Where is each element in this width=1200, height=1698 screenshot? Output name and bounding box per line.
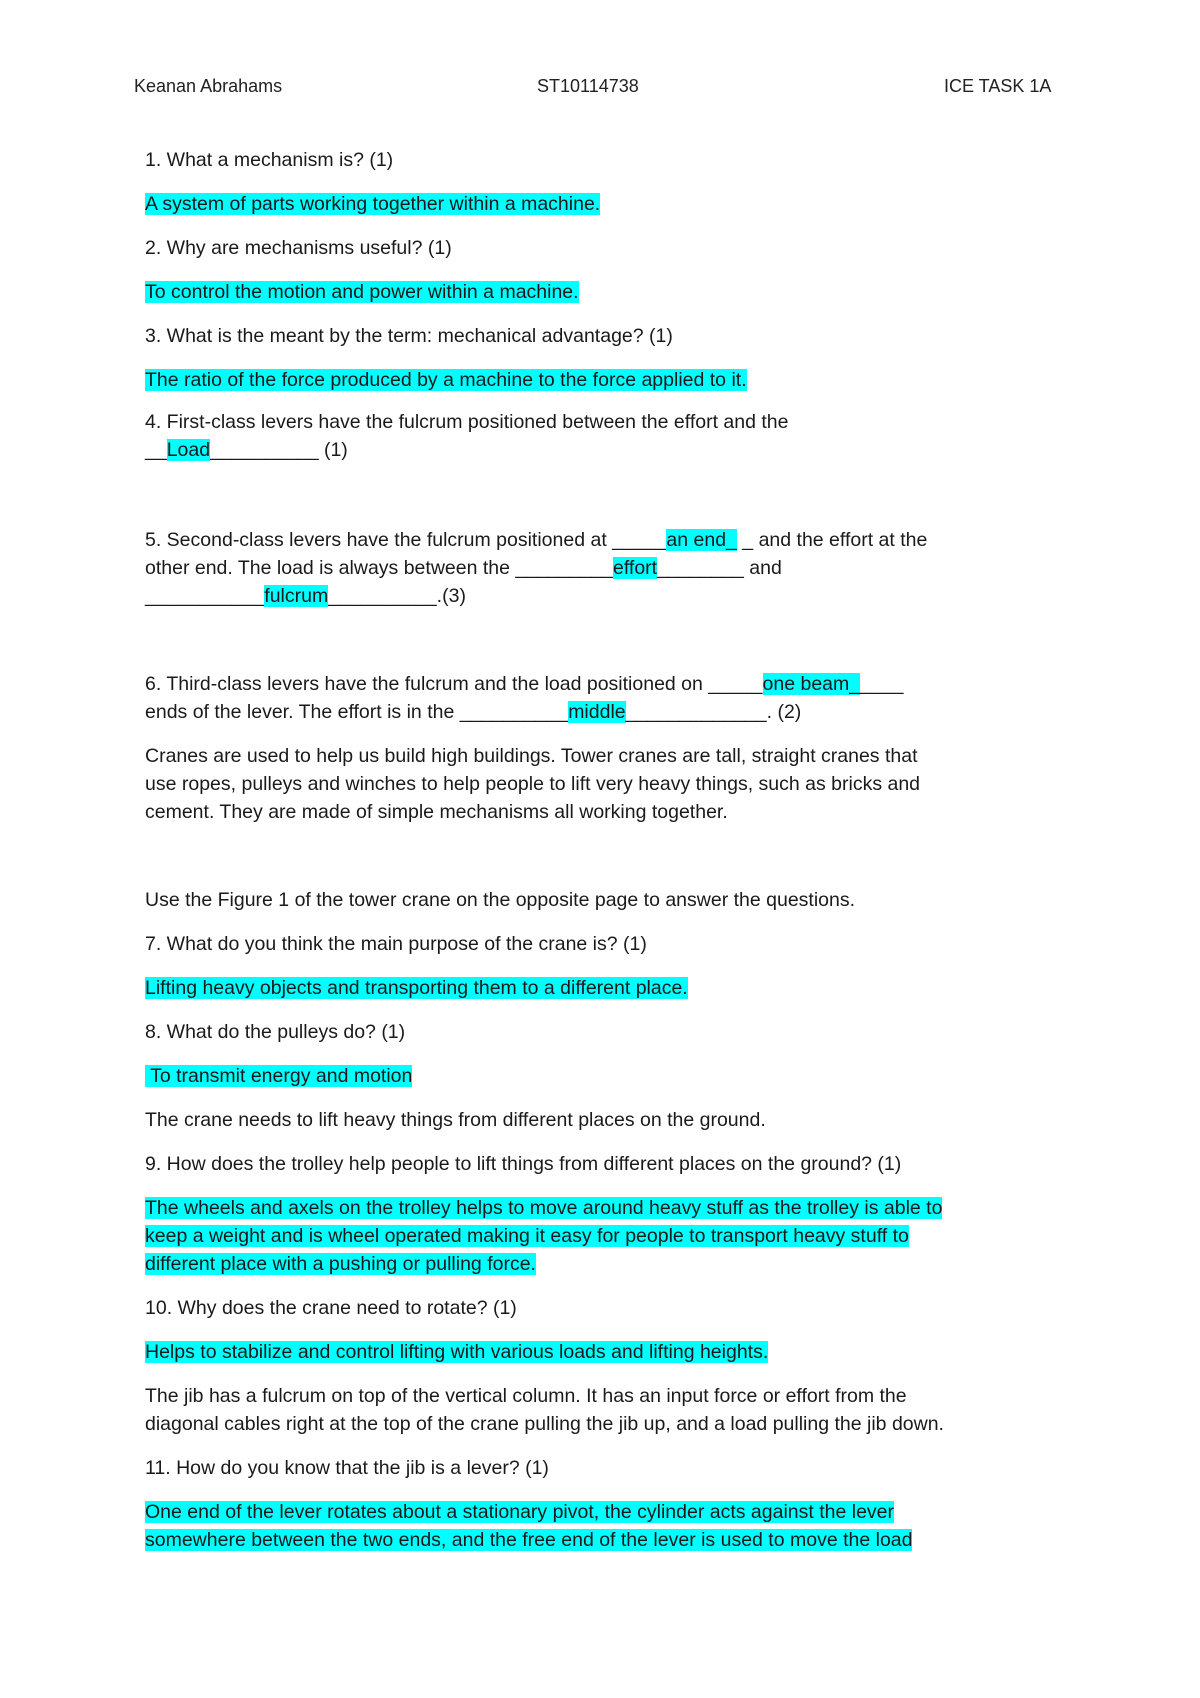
crane-lift-note: The crane needs to lift heavy things from different places on the ground. [145, 1109, 766, 1131]
answer-3 [145, 366, 747, 394]
question-10: 10. Why does the crane need to rotate? (1) [145, 1297, 517, 1319]
q6-l1-pre: 6. Third-class levers have the fulcrum and the load positioned on _____ [145, 673, 763, 695]
question-6-line-1 [145, 670, 904, 698]
question-8: 8. What do the pulleys do? (1) [145, 1021, 406, 1043]
question-3: 3. What is the meant by the term: mechanical advantage? (1) [145, 325, 673, 347]
answer-9-line [145, 1250, 536, 1278]
answer-11-highlight: One end of the lever rotates about a stationary pivot, the cylinder acts against the lever [145, 1501, 895, 1523]
answer-11-highlight: somewhere between the two ends, and the free end of the lever is used to move the load [145, 1529, 913, 1551]
cranes-paragraph-line: use ropes, pulleys and winches to help people to lift very heavy things, such as bricks and [145, 773, 921, 795]
answer-11-line [145, 1526, 912, 1554]
q5-blank-1: an end_ [666, 529, 737, 551]
q5-blank-3: fulcrum [264, 585, 329, 607]
question-7: 7. What do you think the main purpose of the crane is? (1) [145, 933, 647, 955]
q4-post: __________ (1) [210, 439, 348, 461]
answer-1 [145, 190, 600, 218]
q5-l3-pre: ___________ [145, 585, 265, 607]
answer-2-highlight: To control the motion and power within a machine. [145, 281, 579, 303]
q6-l1-post: ____ [860, 673, 904, 695]
cranes-paragraph-line: cement. They are made of simple mechanisms all working together. [145, 801, 728, 823]
header-name: Keanan Abrahams [134, 76, 283, 96]
answer-9-line [145, 1194, 942, 1222]
question-4-line-1: 4. First-class levers have the fulcrum positioned between the effort and the [145, 411, 789, 433]
q5-l1-pre: 5. Second-class levers have the fulcrum positioned at _____ [145, 529, 667, 551]
answer-11-line [145, 1498, 894, 1526]
question-9: 9. How does the trolley help people to lift things from different places on the ground? (1) [145, 1153, 902, 1175]
q4-pre: __ [145, 439, 167, 461]
question-5-line-2 [145, 554, 782, 582]
answer-3-highlight: The ratio of the force produced by a machine to the force applied to it. [145, 369, 747, 391]
answer-7 [145, 974, 688, 1002]
question-6-line-2 [145, 698, 801, 726]
answer-7-highlight: Lifting heavy objects and transporting them to a different place. [145, 977, 688, 999]
q6-blank-1: one beam_ [762, 673, 861, 695]
answer-8 [145, 1062, 412, 1090]
jib-paragraph-line: The jib has a fulcrum on top of the vertical column. It has an input force or effort from the [145, 1385, 907, 1407]
answer-10-highlight: Helps to stabilize and control lifting with various loads and lifting heights. [145, 1341, 769, 1363]
question-11: 11. How do you know that the jib is a lever? (1) [145, 1457, 549, 1479]
jib-paragraph-line: diagonal cables right at the top of the crane pulling the jib up, and a load pulling the jib down. [145, 1413, 944, 1435]
q6-l2-post: _____________. (2) [625, 701, 802, 723]
question-4-line-2 [145, 436, 348, 464]
answer-1-highlight: A system of parts working together within a machine. [145, 193, 601, 215]
figure-instruction: Use the Figure 1 of the tower crane on the opposite page to answer the questions. [145, 889, 856, 911]
cranes-paragraph-line: Cranes are used to help us build high buildings. Tower cranes are tall, straight cranes that [145, 745, 918, 767]
answer-2 [145, 278, 579, 306]
q4-blank-answer: Load [166, 439, 211, 461]
q6-blank-2: middle [568, 701, 626, 723]
question-2: 2. Why are mechanisms useful? (1) [145, 237, 452, 259]
q5-l2-pre: other end. The load is always between the _________ [145, 557, 613, 579]
question-5-line-3 [145, 582, 466, 610]
q6-l2-pre: ends of the lever. The effort is in the __________ [145, 701, 569, 723]
answer-9-highlight: The wheels and axels on the trolley helps to move around heavy stuff as the trolley is able to [145, 1197, 943, 1219]
answer-9-highlight: different place with a pushing or pulling force. [145, 1253, 536, 1275]
q5-l1-post: _ and the effort at the [736, 529, 928, 551]
answer-9-highlight: keep a weight and is wheel operated making it easy for people to transport heavy stuff to [145, 1225, 909, 1247]
question-1: 1. What a mechanism is? (1) [145, 149, 394, 171]
header-task: ICE TASK 1A [944, 76, 1052, 96]
q5-l2-post: ________ and [657, 557, 782, 579]
q5-l3-post: __________.(3) [328, 585, 466, 607]
header-student-number: ST10114738 [537, 76, 639, 96]
answer-9-line [145, 1222, 909, 1250]
answer-8-highlight: To transmit energy and motion [145, 1065, 413, 1087]
q5-blank-2: effort [612, 557, 658, 579]
question-5-line-1 [145, 526, 927, 554]
answer-10 [145, 1338, 768, 1366]
